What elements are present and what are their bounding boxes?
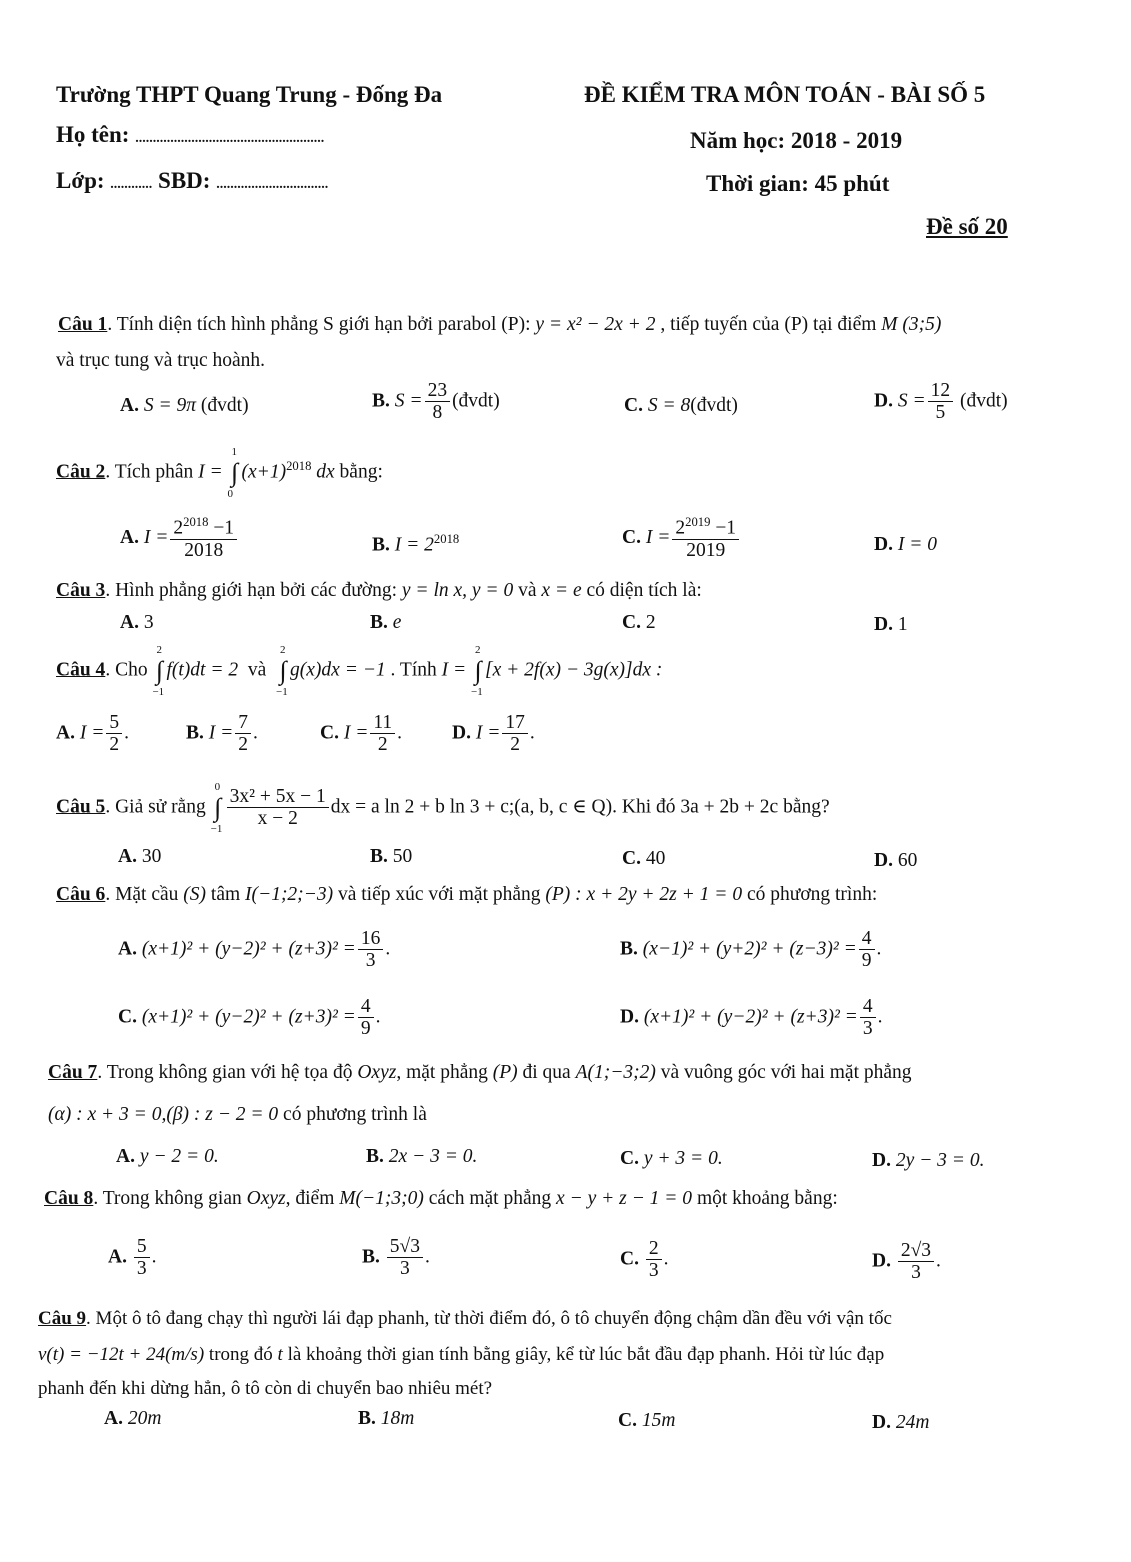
question-9-line2 [38,1344,884,1366]
option-letter: C. [620,1148,639,1169]
option-value: 18m [380,1408,415,1429]
option-end: . [151,1246,157,1268]
option-value: (x−1)² + (y+2)² + (z−3)² = [642,938,857,960]
question-6-text-c: và tiếp xúc với mặt phẳng [333,884,546,905]
option-value: I = [79,722,105,744]
dx: dx [316,461,335,483]
option-end: . [397,722,403,744]
question-3-expr: y = ln x, y = 0 [401,580,514,601]
question-3-expr2: x = e [541,580,582,601]
option-value: e [392,612,402,633]
question-5-option-b[interactable] [370,846,412,868]
question-7-line2 [48,1104,427,1126]
question-9-option-a[interactable] [104,1408,161,1430]
option-letter: B. [620,938,638,960]
fraction [370,712,395,756]
option-value: 60 [897,850,918,871]
integral-3: [x + 2f(x) − 3g(x)]dx : [485,659,663,681]
question-5-expr: 3a + 2b + 2c [680,796,779,818]
question-3-option-d[interactable] [874,614,908,636]
denominator: 2 [109,734,120,756]
integrand: (x+1) [241,461,287,483]
option-letter: A. [108,1246,127,1268]
question-3-text-b: và [513,580,542,601]
option-letter: A. [56,722,75,744]
question-1-option-a[interactable] [120,395,249,417]
denominator: 2018 [184,539,224,561]
option-value: 15m [641,1410,676,1431]
option-letter: B. [358,1408,376,1429]
option-value: S = [394,390,423,412]
numerator [672,516,739,540]
integral-sign: ∫ 1 0 [227,446,239,500]
question-4-text-a: . Cho [105,659,153,681]
fraction [672,516,739,561]
name-dots: ...................................................... [135,131,325,146]
question-5-line1 [56,780,830,835]
question-7-option-a[interactable] [116,1146,219,1168]
option-letter: A. [120,527,139,549]
lower-limit: −1 [276,686,288,698]
option-value: 2y − 3 = 0. [895,1150,985,1171]
option-letter: C. [622,612,641,633]
numerator: 17 [502,712,528,734]
fraction [859,928,875,972]
question-1-label: Câu 1 [58,314,108,335]
option-end: . [663,1248,669,1270]
class-dots: ............ [110,177,153,192]
numerator: 2 [646,1238,662,1260]
option-letter: C. [622,848,641,869]
option-letter: D. [874,534,893,555]
upper-limit: 1 [231,446,238,458]
option-power: 2018 [433,532,460,546]
option-value: I = [645,527,671,549]
upper-limit: 2 [280,644,286,656]
question-9-line3: phanh đến khi dừng hẳn, ô tô còn di chuyển bao nhiêu mét? [38,1378,493,1399]
question-3-label: Câu 3 [56,580,106,601]
option-value: 30 [141,846,162,867]
question-1-point: M (3;5) [881,314,942,335]
lower-limit: 0 [227,488,234,500]
option-letter: D. [620,1006,639,1028]
option-letter: D. [872,1250,891,1272]
question-7-text-e: có phương trình là [278,1104,427,1125]
question-9-text-b: trong đó [204,1344,278,1365]
question-7-option-c[interactable] [620,1148,723,1170]
and-word: và [247,659,267,681]
question-3-option-c[interactable] [622,612,656,634]
option-letter: A. [104,1408,123,1429]
duration: Thời gian: 45 phút [706,171,890,196]
denominator: 8 [432,402,443,424]
numerator: 4 [860,996,876,1018]
numerator: 2√3 [898,1240,934,1262]
question-6-label: Câu 6 [56,884,106,905]
option-letter: C. [622,527,641,549]
question-6-center: I(−1;2;−3) [245,884,334,905]
class-line [56,168,328,194]
option-unit: (đvdt) [690,395,738,416]
question-1-option-b[interactable] [372,380,500,424]
denominator: 3 [648,1260,659,1282]
integral-sign: ∫ 0 −1 [210,780,223,835]
denominator: 2 [510,734,520,756]
question-9-text-c: là khoảng thời gian tính bằng giây, kể từ lúc bắt đầu đạp phanh. Hỏi từ lúc đạp [282,1344,885,1365]
question-8-text-a: . Trong không gian [93,1188,247,1209]
integral-sign: ∫ 2 −1 [471,644,483,698]
option-end: . [253,722,258,744]
option-letter: A. [120,395,139,416]
option-letter: A. [118,846,137,867]
upper-limit: 0 [214,780,221,793]
question-3-option-a[interactable] [120,612,154,634]
question-9-option-d[interactable] [872,1412,929,1434]
question-8-text-c: cách mặt phẳng [423,1188,557,1209]
denominator: 3 [136,1258,147,1280]
question-5-label: Câu 5 [56,796,106,818]
option-value: I = [143,527,169,549]
question-7-plane: (P) [492,1062,518,1083]
question-7-text-a: . Trong không gian với hệ tọa độ [97,1062,358,1083]
question-3-text-c: có diện tích là: [581,580,702,601]
sbd-label: SBD: [152,168,217,193]
option-letter: D. [874,614,893,635]
option-letter: B. [362,1246,380,1268]
option-value: (x+1)² + (y−2)² + (z+3)² = [643,1006,858,1028]
question-4-option-b[interactable] [186,712,258,756]
denominator: x − 2 [257,808,298,830]
option-end: . [936,1250,941,1272]
question-8-option-b[interactable] [362,1236,430,1280]
fraction [227,786,329,830]
option-value: 20m [127,1408,162,1429]
option-end: . [385,938,391,960]
question-6-sphere: (S) [183,884,207,905]
numerator: 11 [370,712,395,734]
option-value: y − 2 = 0. [139,1146,219,1167]
option-value: S = 9π [143,395,197,416]
option-letter: A. [120,612,139,633]
option-unit: (đvdt) [452,390,500,412]
question-8-label: Câu 8 [44,1188,94,1209]
denominator: 3 [862,1018,873,1040]
question-8-option-c[interactable] [620,1238,668,1282]
numerator: 7 [235,712,251,734]
option-value: y + 3 = 0. [643,1148,723,1169]
numerator: 12 [928,380,954,402]
numerator: 23 [425,380,451,402]
numerator: 4 [859,928,875,950]
option-letter: C. [624,395,643,416]
option-value: I = [208,722,234,744]
denominator: 3 [399,1258,410,1280]
option-value: 24m [895,1412,930,1433]
question-7-text-c: đi qua [517,1062,576,1083]
question-8-text-d: một khoảng bằng: [692,1188,838,1209]
class-label: Lớp: [56,168,111,193]
integral-3-pre: I = [441,659,467,681]
option-value: I = [475,722,501,744]
numerator-power: 2018 [183,515,209,529]
question-9-line1 [38,1308,892,1330]
question-4-label: Câu 4 [56,659,106,681]
question-5-text-a: . Giả sử rằng [105,796,211,818]
numerator: 3x² + 5x − 1 [227,786,329,808]
question-1-expr: y = x² − 2x + 2 [535,314,656,335]
option-letter: A. [118,938,137,960]
question-7-point: A(1;−3;2) [575,1062,656,1083]
question-9-t: t [277,1344,283,1365]
option-letter: D. [872,1412,891,1433]
option-end: . [877,1006,883,1028]
numerator: 5√3 [387,1236,423,1258]
option-value: S = 8 [647,395,691,416]
question-4-option-d[interactable] [452,712,535,756]
question-2-text-b: bằng: [334,461,383,483]
question-6-text-d: có phương trình: [742,884,878,905]
fraction [928,380,954,424]
option-letter: B. [370,612,388,633]
question-4-text-b: . Tính [390,659,442,681]
option-letter: C. [320,722,339,744]
option-value: I = 0 [897,534,937,555]
question-1-line1 [58,314,941,336]
name-line [56,122,324,148]
question-2-expr-pre: I = [198,461,223,483]
question-7-oxyz: Oxyz [357,1062,397,1083]
denominator: 3 [365,950,376,972]
option-end: . [529,722,535,744]
option-value: 50 [392,846,413,867]
option-letter: B. [370,846,388,867]
question-2-text-a: . Tích phân [105,461,199,483]
option-letter: C. [618,1410,637,1431]
fraction [358,996,374,1040]
option-value: S = [897,390,926,412]
fraction [235,712,251,756]
question-6-option-c[interactable] [118,996,380,1040]
question-4-line1 [56,644,663,698]
question-4-option-a[interactable] [56,712,129,756]
option-end: . [424,1246,430,1268]
question-7-text-d: và vuông góc với hai mặt phẳng [655,1062,912,1083]
question-6-line1 [56,884,877,906]
upper-limit: 2 [156,644,162,656]
option-value: 1 [897,614,908,635]
question-8-option-a[interactable] [108,1236,156,1280]
question-6-option-a[interactable] [118,928,390,972]
sbd-dots: ................................ [216,177,329,192]
option-letter: D. [872,1150,891,1171]
option-value: 2 [645,612,656,633]
option-letter: B. [372,534,390,556]
question-5-rest: dx = a ln 2 + b ln 3 + c;(a, b, c ∈ Q) [330,796,613,818]
option-letter: D. [452,722,471,744]
school-year: Năm học: 2018 - 2019 [690,128,903,153]
question-9-option-c[interactable] [618,1410,675,1432]
option-letter: B. [366,1146,384,1167]
question-2-option-d[interactable] [874,534,937,556]
fraction [170,516,237,561]
fraction [106,712,122,756]
upper-limit: 2 [475,644,481,656]
denominator: 2 [238,734,249,756]
fraction [898,1240,934,1284]
option-letter: C. [118,1006,137,1028]
question-2-option-a[interactable] [120,516,239,561]
lower-limit: −1 [152,686,165,698]
numerator-base: 2 [675,517,686,539]
option-letter: C. [620,1248,639,1270]
denominator: 5 [935,402,946,424]
option-value: I = [343,722,369,744]
name-label: Họ tên: [56,122,136,147]
integral-sign: ∫ 2 −1 [152,644,165,698]
numerator-rest: −1 [208,517,235,539]
integral-2: g(x)dx = −1 [290,659,386,681]
question-6-text-a: . Mặt cầu [105,884,184,905]
option-unit: (đvdt) [200,395,249,416]
question-5-option-d[interactable] [874,850,917,872]
question-7-text-b: , mặt phẳng [396,1062,493,1083]
fraction [502,712,528,756]
question-7-option-d[interactable] [872,1150,984,1172]
option-value: (x+1)² + (y−2)² + (z+3)² = [141,1006,356,1028]
question-8-oxyz: Oxyz [246,1188,286,1209]
question-1-text-b: , tiếp tuyến của (P) tại điểm [655,314,882,335]
question-8-option-d[interactable] [872,1240,941,1284]
numerator-power: 2019 [685,515,711,529]
question-8-text-b: , điểm [285,1188,340,1209]
numerator-rest: −1 [710,517,737,539]
option-letter: B. [186,722,204,744]
exam-code: Đề số 20 [926,214,1008,239]
question-7-label: Câu 7 [48,1062,98,1083]
school-name: Trường THPT Quang Trung - Đống Đa [56,82,443,107]
option-value: 3 [143,612,154,633]
option-end: . [876,938,882,960]
numerator: 5 [106,712,122,734]
numerator: 4 [358,996,374,1018]
question-2-label: Câu 2 [56,461,106,483]
question-3-option-b[interactable] [370,612,401,634]
numerator-base: 2 [173,517,184,539]
question-5-option-c[interactable] [622,848,665,870]
question-6-plane: (P) : x + 2y + 2z + 1 = 0 [545,884,743,905]
option-value: (x+1)² + (y−2)² + (z+3)² = [141,938,356,960]
fraction [425,380,451,424]
fraction [134,1236,150,1280]
question-9-text-a: . Một ô tô đang chạy thì người lái đạp phanh, từ thời điểm đó, ô tô chuyển động chậm dần đều với vận tốc [86,1308,892,1329]
denominator: 9 [861,950,872,972]
question-9-velocity: v(t) = −12t + 24(m/s) [38,1344,205,1365]
denominator: 2019 [686,539,726,561]
denominator: 2 [377,734,388,756]
lower-limit: −1 [471,686,483,698]
question-9-option-b[interactable] [358,1408,414,1430]
option-end: . [375,1006,381,1028]
denominator: 3 [911,1262,921,1284]
option-letter: A. [116,1146,135,1167]
option-value: I = 2 [394,534,434,556]
question-6-text-b: tâm [206,884,246,905]
question-1-option-d[interactable] [874,380,1008,424]
option-letter: D. [874,390,893,412]
question-1-line2: và trục tung và trục hoành. [56,350,266,371]
question-2-line1 [56,446,383,500]
question-5-text-c: bằng? [778,796,830,818]
question-5-option-a[interactable] [118,846,161,868]
numerator: 5 [134,1236,150,1258]
question-8-point: M(−1;3;0) [339,1188,424,1209]
option-letter: D. [874,850,893,871]
question-9-label: Câu 9 [38,1308,87,1329]
question-6-option-b[interactable] [620,928,881,972]
fraction [387,1236,423,1280]
option-end: . [124,722,129,744]
denominator: 9 [360,1018,371,1040]
question-3-line1 [56,580,702,602]
power: 2018 [286,458,312,473]
question-3-text-a: . Hình phẳng giới hạn bởi các đường: [105,580,402,601]
question-6-option-d[interactable] [620,996,882,1040]
question-4-option-c[interactable] [320,712,402,756]
integral-sign: ∫ 2 −1 [276,644,288,698]
question-1-option-c[interactable] [624,395,738,417]
question-5-text-b: . Khi đó [612,796,681,818]
question-8-plane: x − y + z − 1 = 0 [556,1188,693,1209]
integral-1: f(t)dt = 2 [166,659,239,681]
fraction [358,928,384,972]
question-8-line1 [44,1188,838,1210]
fraction [646,1238,662,1282]
question-7-line1 [48,1062,912,1084]
question-2-option-b[interactable] [372,532,459,557]
numerator: 16 [358,928,384,950]
question-2-option-c[interactable] [622,516,741,561]
option-letter: B. [372,390,390,412]
question-7-planes: (α) : x + 3 = 0,(β) : z − 2 = 0 [48,1104,279,1125]
numerator [170,516,237,540]
fraction [860,996,876,1040]
question-1-text-a: . Tính diện tích hình phẳng S giới hạn bởi parabol (P): [107,314,536,335]
option-value: 40 [645,848,666,869]
option-value: 2x − 3 = 0. [388,1146,478,1167]
question-7-option-b[interactable] [366,1146,477,1168]
option-unit: (đvdt) [960,390,1008,412]
exam-title: ĐỀ KIỂM TRA MÔN TOÁN - BÀI SỐ 5 [584,82,986,107]
lower-limit: −1 [210,822,223,835]
